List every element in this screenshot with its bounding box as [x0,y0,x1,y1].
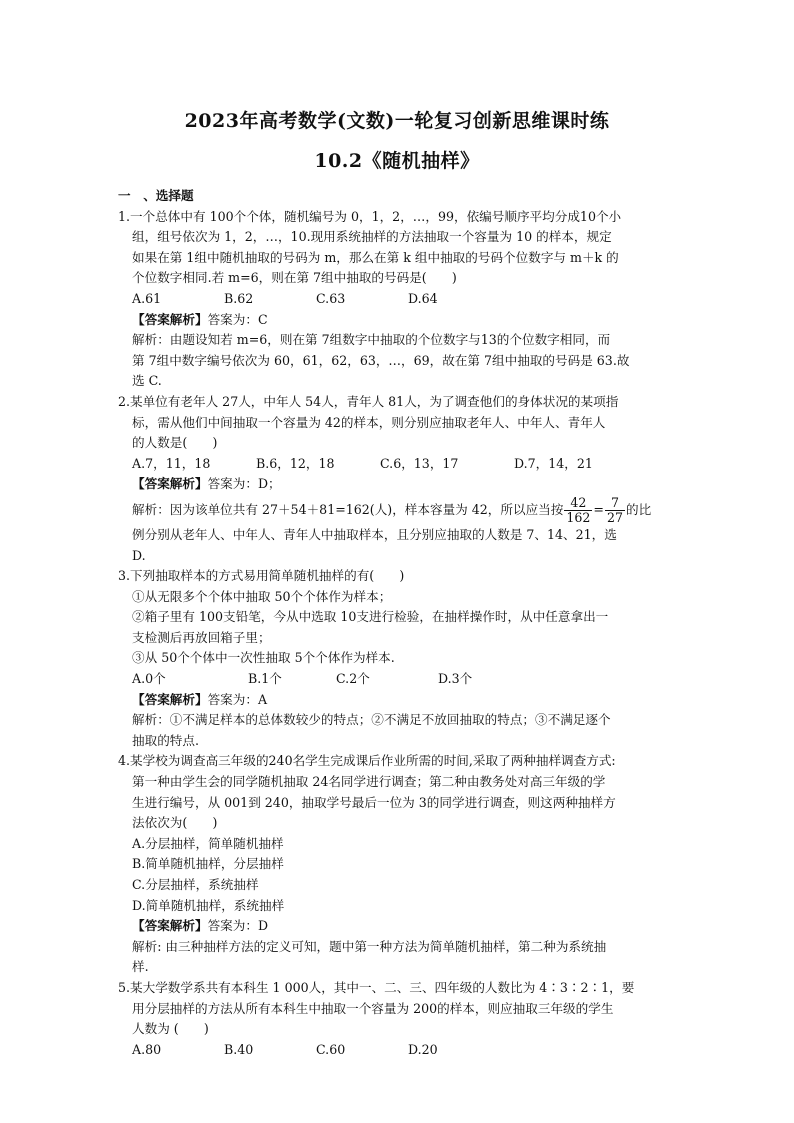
option-a: A.61 [132,290,162,306]
choice-a: A.分层抽样，简单随机抽样 [132,835,284,851]
document-subtitle: 10.2《随机抽样》 [314,150,480,172]
answer-value: 答案为：D； [207,476,281,492]
question-text-line: 4.某学校为调查高三年级的240名学生完成课后作业所需的时间,采取了两种抽样调查方式: [118,753,616,769]
option-b: B.6，12，18 [256,455,335,471]
option-c: C.6，13，17 [380,455,459,471]
question-2 [118,392,678,454]
section-heading: 一 、选择题 [118,188,194,203]
analysis-text: 解析：因为该单位共有 27＋54＋81=162(人)，样本容量为 42，所以应当按 [132,501,564,517]
question-text-line: 生进行编号，从 001到 240，抽取学号最后一位为 3的同学进行调查，则这两种抽样方 [132,794,616,810]
fraction-numerator: 7 [605,496,625,511]
fraction-denominator: 27 [606,509,624,525]
option-a: A.80 [132,1041,162,1057]
fraction-numerator: 42 [564,496,592,511]
option-b: B.1个 [248,671,282,687]
question-2-options [118,454,678,475]
question-text-line: 个位数字相同.若 m=6，则在第 7组中抽取的号码是( ) [132,270,457,286]
question-text-line: 组，组号依次为 1，2，…，10.现用系统抽样的方法抽取一个容量为 10 的样本，规定 [132,229,612,245]
question-text-line: 5.某大学数学系共有本科生 1 000人，其中一、二、三、四年级的人数比为 4∶3∶2∶1，要 [118,979,635,995]
fraction-42-162 [564,496,592,525]
analysis-line: 解析: 由三种抽样方法的定义可知，题中第一种方法为简单随机抽样，第二种为系统抽 [132,938,607,954]
document-title: 2023年高考数学(文数)一轮复习创新思维课时练 [184,110,610,132]
question-text-line: 法依次为( ) [132,815,218,831]
answer-tag: 【答案解析】 [132,918,208,934]
document-body [118,186,678,1060]
analysis-text: 的比 [626,501,652,517]
analysis-line: 解析：由题设知若 m=6，则在第 7组数字中抽取的个位数字与13的个位数字相同，而 [132,332,611,348]
analysis-line: 样. [132,959,149,975]
option-b: B.40 [224,1041,254,1057]
answer-line [118,690,678,711]
question-text-line: 标，需从他们中间抽取一个容量为 42的样本，则分别应抽取老年人、中年人、青年人 [132,414,606,430]
option-c: C.63 [316,290,346,306]
option-d: D.64 [408,290,438,306]
option-d: D.20 [408,1041,438,1057]
answer-line [118,310,678,331]
analysis-line: D. [132,547,146,563]
question-text-line: 2.某单位有老年人 27人，中年人 54人，青年人 81人，为了调查他们的身体状况的某项指 [118,393,619,409]
option-b: B.62 [224,290,254,306]
statement-1: ①从无限多个个体中抽取 50个个体作为样本； [132,588,392,604]
question-1 [118,207,678,289]
analysis-line: 抽取的特点. [132,732,199,748]
answer-line [118,474,678,495]
analysis-line-with-fraction [118,495,678,525]
question-5 [118,978,678,1040]
answer-line [118,916,678,937]
analysis-line: 第 7组中数字编号依次为 60，61，62，63，…，69，故在第 7组中抽取的号码是 63.故 [132,352,630,368]
option-a: A.7，11，18 [132,455,211,471]
choice-c: C.分层抽样，系统抽样 [132,877,259,892]
option-d: D.3个 [438,671,473,687]
answer-value: 答案为：A [207,691,268,707]
question-text-line: 第一种由学生会的同学随机抽取 24名同学进行调查；第二种由教务处对高三年级的学 [132,774,606,790]
fraction-7-27 [605,496,625,525]
question-text-line: 人数为 ( ) [132,1021,209,1037]
fraction-denominator: 162 [566,509,591,525]
statement-2-cont: 支检测后再放回箱子里； [132,629,271,645]
answer-tag: 【答案解析】 [132,691,208,707]
equals-sign: = [593,501,604,517]
option-c: C.60 [316,1041,346,1057]
choice-d: D.简单随机抽样，系统抽样 [132,897,285,913]
question-5-options [118,1040,678,1061]
option-c: C.2个 [336,671,370,687]
analysis-line: 解析：①不满足样本的总体数较少的特点；②不满足不放回抽取的特点；③不满足逐个 [132,712,611,728]
answer-tag: 【答案解析】 [132,311,208,327]
question-3-options [118,669,678,690]
answer-value: 答案为：D [207,918,269,934]
answer-value: 答案为：C [207,311,268,327]
analysis-line: 选 C. [132,373,162,389]
question-4 [118,751,678,833]
question-3 [118,566,678,587]
option-d: D.7，14，21 [514,455,593,471]
choice-b: B.简单随机抽样，分层抽样 [132,856,284,872]
analysis-line: 例分别从老年人、中年人、青年人中抽取样本，且分别应抽取的人数是 7、14、21，选 [132,526,617,542]
question-1-options [118,289,678,310]
question-text-line: 3.下列抽取样本的方式易用简单随机抽样的有( ) [118,568,405,584]
option-a: A.0个 [132,671,166,687]
statement-2: ②箱子里有 100支铅笔，今从中选取 10支进行检验，在抽样操作时，从中任意拿出一 [132,609,609,625]
question-text-line: 1.一个总体中有 100个个体，随机编号为 0，1，2，…，99，依编号顺序平均分成10个小 [118,208,622,224]
statement-3: ③从 50个个体中一次性抽取 5个个体作为样本. [132,650,395,666]
question-text-line: 的人数是( ) [132,435,218,451]
answer-tag: 【答案解析】 [132,476,208,492]
question-text-line: 如果在第 1组中随机抽取的号码为 m，那么在第 k 组中抽取的号码个位数字与 m＋k 的 [132,249,619,265]
question-text-line: 用分层抽样的方法从所有本科生中抽取一个容量为 200的样本，则应抽取三年级的学生 [132,1000,614,1016]
